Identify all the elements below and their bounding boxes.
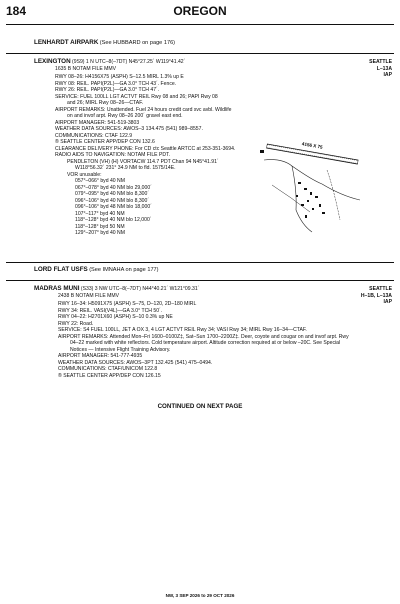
detail-line [58, 373, 349, 380]
detail-line: on and invof arpt. Rwy 08–26 200´ gravel east end. [67, 113, 183, 119]
detail-line: SERVICE: FUEL 100LL LGT ACTVT REIL Rwy 08 and 26; PAPI Rwy 08 [55, 93, 218, 100]
lordflat-entry [34, 267, 159, 274]
airport-name: MADRAS MUNI [34, 285, 80, 292]
airport-diagram [252, 100, 372, 240]
cross-ref: (See HUBBARD on page 176) [99, 40, 176, 46]
building [305, 215, 307, 218]
cross-ref: (See IMNAHA on page 177) [89, 267, 159, 273]
beacon-marker [260, 150, 264, 153]
detail-line: AIRPORT REMARKS: Unattended. Fuel 24 hours credit card svc avbl. Wildlife [55, 106, 232, 113]
detail-line: COMMUNICATIONS: CTAF/UNICOM 122.8 [58, 366, 158, 372]
airport-name: LENHARDT AIRPARK [34, 39, 99, 46]
lexington-header [34, 59, 185, 66]
detail-line: COMMUNICATIONS: CTAF 122.9 [55, 132, 133, 139]
madras-details [58, 301, 349, 379]
madras-chart-refs [361, 286, 392, 306]
detail-line: RADIO AIDS TO NAVIGATION: NOTAM FILE PDT. [55, 152, 171, 158]
road-line [327, 170, 340, 220]
detail-text: SEATTLE CENTER APP/DEP CON 132.6 [60, 139, 155, 145]
detail-line: SERVICE: S4 FUEL 100LL, JET A OX 3, 4 LGT ACTVT REIL Rwy 34; VASI Rwy 34; MIRL Rwy 16–34—CTAF. [58, 327, 307, 333]
detail-line: RWY 34: REIL. VASI(V4L)—GA 3.0° TCH 50´. [58, 307, 163, 314]
detail-line: RWY 16–34: H5091X75 (ASPH) S–75, D–120, 2D–180 MIRL [58, 301, 197, 307]
frequency-icon: ® [55, 139, 59, 145]
section-rule [6, 262, 394, 263]
building [319, 204, 321, 207]
detail-line: 096°–106° byd 40 NM blo 8,300´ [75, 197, 150, 204]
building [310, 192, 312, 195]
continued-notice: CONTINUED ON NEXT PAGE [157, 403, 243, 410]
sectional-name: SEATTLE [369, 59, 392, 65]
airport-name: LEXINGTON [34, 58, 71, 65]
elevation-line: 1635 B NOTAM FILE MMV [55, 66, 117, 72]
detail-line: RWY 04–22: H2701X60 (ASPH) S–10 0.3% up NE [58, 314, 173, 320]
header-rule [6, 24, 394, 25]
detail-line: RWY 08: REIL. PAPI(P2L)—GA 3.0° TCH 43´. Fence. [55, 80, 177, 87]
building [296, 195, 298, 197]
detail-line: Notices — Intensive Flight Training Advisory. [70, 346, 171, 353]
detail-line: 067°–078° byd 40 NM blo 29,000´ [75, 184, 152, 191]
iap-label: IAP [383, 72, 392, 78]
page-number: 184 [6, 4, 27, 18]
madras-header [34, 286, 199, 293]
section-rule [6, 53, 394, 54]
section-rule [6, 280, 394, 281]
chart-name: H–1B, L–13A [360, 292, 392, 299]
detail-line: CLEARANCE DELIVERY PHONE: For CD ctc Seattle ARTCC at 253-351-3694. [55, 145, 236, 152]
building [304, 188, 307, 190]
detail-line: 107°–117° byd 40 NM [75, 210, 125, 217]
frequency-icon: ® [58, 372, 62, 379]
detail-line: 118°–128° byd 40 NM blo 12,000´ [75, 217, 152, 223]
detail-line: RWY 08–26: H4156X75 (ASPH) S–12.5 MIRL 1.3% up E [55, 74, 184, 80]
lexington-details [55, 74, 235, 237]
detail-line: WEATHER DATA SOURCES: AWOS–3 134.475 (541) 989–8557. [55, 126, 203, 132]
detail-line: 096°–106° byd 48 NM blo 18,000´ [75, 204, 152, 210]
detail-line: PENDLETON (VH) (H) VORTACW 114.7 PDT Chan 94 N45°41.91´ [67, 158, 219, 165]
detail-line: W118°56.32´ 231° 34.9 NM to fld. 1575/14E. [75, 165, 176, 171]
airport-name: LORD FLAT USFS [34, 266, 88, 273]
lenhardt-entry [34, 40, 175, 47]
airport-info: (9S9) 1 N UTC–8(–7DT) N45°27.25´ W119°41.42´ [72, 59, 186, 65]
detail-line: 04–22 marked with white reflectors. Cold temperature airport. Altitude correction required at or below –20C. See Special [70, 340, 341, 346]
building [322, 212, 325, 214]
detail-line: AIRPORT REMARKS: Attended Mon–Fri 1600–0100Z‡, Sat–Sun 1700–2200Z‡. Deer, coyote and cougar on and invof arpt. Rwy [58, 333, 349, 340]
detail-line: RWY 22: Road. [58, 320, 94, 327]
building [301, 204, 304, 206]
detail-line: 118°–128° byd 50 NM [75, 223, 125, 230]
detail-line: RWY 26: REIL. PAPI(P2L)—GA 3.0° TCH 47´. [55, 87, 160, 93]
detail-line: and 26; MIRL Rwy 08–26—CTAF. [67, 100, 144, 106]
runway-dimension-label: 4156 X 75 [301, 141, 324, 150]
road-line [292, 166, 312, 232]
state-title: OREGON [173, 4, 227, 18]
building [312, 208, 314, 210]
detail-line: AIRPORT MANAGER: 541-777-4935 [58, 353, 143, 359]
elevation-line: 2438 B NOTAM FILE MMV [58, 293, 120, 299]
detail-line: 079°–095° byd 40 NM blo 8,300´ [75, 191, 150, 197]
building [307, 200, 309, 202]
airport-info: (S33) 3 NW UTC–8(–7DT) N44°40.21´ W121°09.31´ [80, 286, 200, 292]
detail-line: WEATHER DATA SOURCES: AWOS–3PT 132.425 (541) 475–0494. [58, 359, 213, 366]
detail-line: VOR unusable: [67, 171, 102, 178]
detail-line: 057°–066° byd 40 NM [75, 178, 125, 184]
iap-label: IAP [383, 299, 392, 305]
building [298, 182, 301, 184]
detail-line: 129°–207° byd 40 NM [75, 230, 125, 236]
sectional-name: SEATTLE [369, 286, 392, 292]
lexington-chart-refs [369, 59, 392, 79]
detail-line: AIRPORT MANAGER: 541-519-3803 [55, 119, 140, 126]
building [315, 196, 318, 198]
page-footer: NW, 3 SEP 2026 to 29 OCT 2026 [165, 593, 235, 598]
buildings-cluster [296, 182, 325, 218]
chart-name: L–13A [376, 65, 392, 72]
detail-text: SEATTLE CENTER APP/DEP CON 126.15 [63, 372, 161, 379]
page-header [0, 0, 400, 26]
